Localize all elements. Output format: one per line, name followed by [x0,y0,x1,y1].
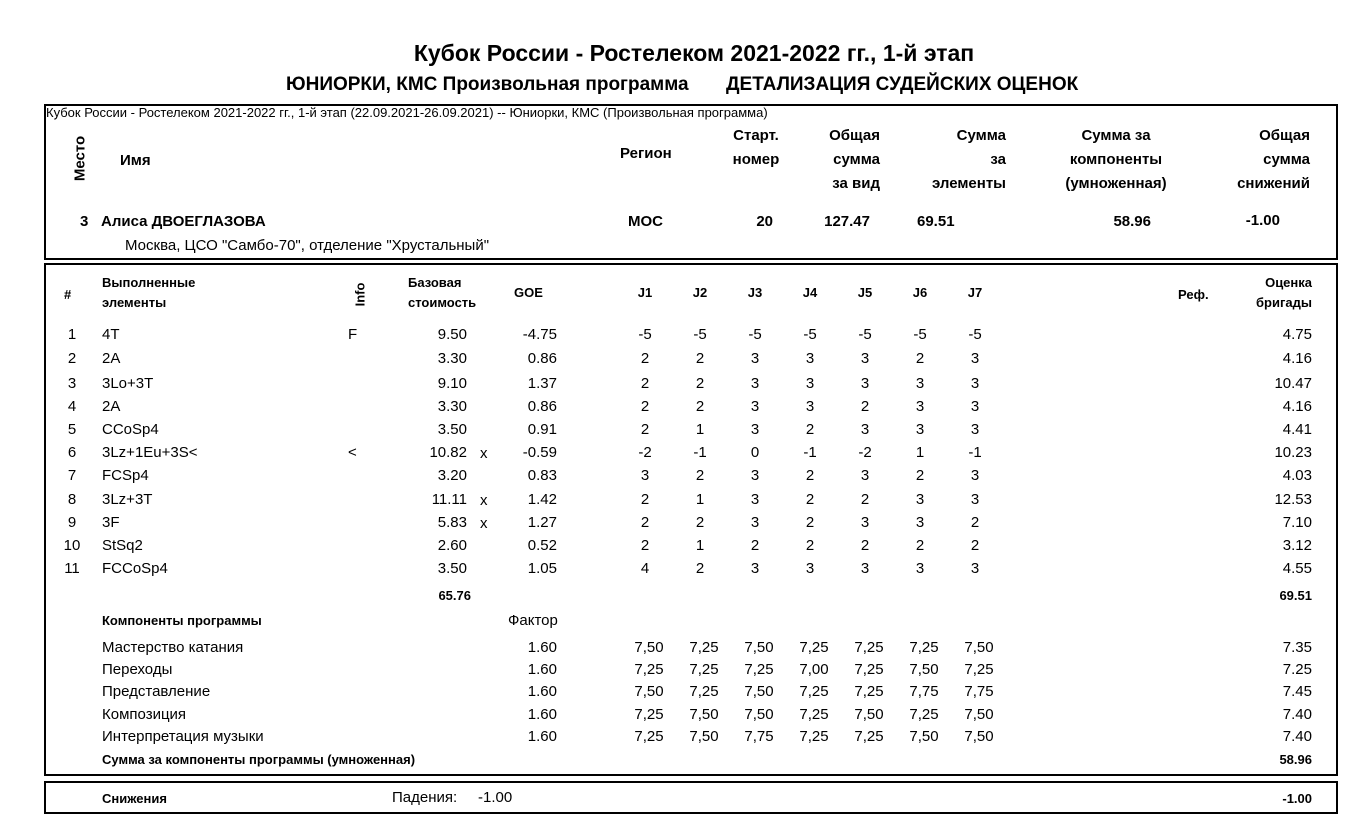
base-value-total: 65.76 [438,588,471,603]
judge-mark: 7,75 [909,683,939,700]
judge-mark: 3 [805,398,815,415]
row-number: 8 [67,491,77,508]
element-code: FCCoSp4 [102,560,168,577]
judge-header: J2 [692,285,708,300]
judge-header: J1 [637,285,653,300]
element-goe: -0.59 [522,444,557,461]
header-deductions-sum: Общая сумма снижений [1237,127,1310,192]
judge-mark: 3 [970,491,980,508]
judge-mark: 7,25 [634,661,664,678]
element-panel-score: 4.55 [1282,560,1312,577]
judge-mark: 7,50 [854,706,884,723]
judge-mark: 7,50 [909,728,939,745]
judge-mark: -5 [638,326,652,343]
skater-name: Алиса ДВОЕГЛАЗОВА [101,213,266,230]
element-base-value: 10.82 [429,444,467,461]
judge-mark: 7,25 [909,639,939,656]
component-name: Интерпретация музыки [102,728,264,745]
judge-mark: 0 [750,444,760,461]
element-goe: 0.86 [527,350,557,367]
judge-mark: 7,25 [744,661,774,678]
judge-mark: 2 [805,491,815,508]
judge-mark: 2 [805,467,815,484]
element-code: 3Lz+3T [102,491,153,508]
judge-mark: 4 [640,560,650,577]
col-header-base-value: Базовая стоимость [408,275,477,310]
component-factor: 1.60 [527,706,557,723]
row-number: 2 [67,350,77,367]
element-code: 4T [102,326,120,343]
component-panel-score: 7.40 [1282,706,1312,723]
element-base-value: 3.50 [437,421,467,438]
judge-mark: -2 [858,444,872,461]
header-region: Регион [620,145,672,162]
row-number: 10 [63,537,81,554]
element-goe: -4.75 [522,326,557,343]
judge-mark: 7,50 [964,706,994,723]
element-code: 3Lo+3T [102,375,154,392]
skater-region: МОС [628,213,663,230]
judge-mark: 3 [915,375,925,392]
judge-mark: 2 [640,375,650,392]
deductions-total: -1.00 [1282,791,1312,806]
factor-header: Фактор [508,612,558,629]
judge-mark: 7,25 [689,661,719,678]
component-panel-score: 7.35 [1282,639,1312,656]
judge-mark: 3 [750,350,760,367]
col-header-element: Выполненные элементы [102,275,196,310]
judge-mark: 2 [915,467,925,484]
judge-mark: 3 [860,350,870,367]
component-panel-score: 7.25 [1282,661,1312,678]
judge-mark: 7,50 [964,639,994,656]
element-panel-score: 10.23 [1274,444,1312,461]
judge-mark: 3 [915,560,925,577]
falls-label: Падения: [392,789,458,806]
judge-mark: 2 [750,537,760,554]
page-subtitle-report: ДЕТАЛИЗАЦИЯ СУДЕЙСКИХ ОЦЕНОК [726,74,1079,95]
skater-club: Москва, ЦСО "Самбо-70", отделение "Хрустальный" [125,237,490,254]
row-number: 7 [67,467,77,484]
header-name: Имя [120,152,151,169]
judge-mark: 3 [750,398,760,415]
skater-start-number: 20 [756,213,773,230]
judge-mark: -5 [913,326,927,343]
judge-mark: -5 [748,326,762,343]
header-components-sum: Сумма за компоненты (умноженная) [1065,127,1167,192]
components-total: 58.96 [1279,752,1312,767]
header-elements-sum: Сумма за элементы [931,127,1006,192]
judge-mark: 3 [640,467,650,484]
element-code: 3F [102,514,120,531]
judge-mark: 2 [695,350,705,367]
judge-mark: -5 [968,326,982,343]
judge-mark: 7,25 [854,683,884,700]
skater-place: 3 [80,213,89,230]
judge-mark: 2 [915,350,925,367]
judge-mark: -1 [968,444,982,461]
deductions-label: Снижения [102,791,167,806]
element-panel-score: 4.16 [1282,350,1312,367]
judge-mark: 7,50 [909,661,939,678]
element-panel-score: 7.10 [1282,514,1312,531]
element-panel-score: 4.03 [1282,467,1312,484]
element-info: < [348,444,357,461]
judge-mark: 7,50 [744,683,774,700]
judge-mark: 7,25 [964,661,994,678]
judge-mark: -2 [638,444,652,461]
judge-mark: 7,25 [634,728,664,745]
judge-mark: 1 [695,537,705,554]
event-line: Кубок России - Ростелеком 2021-2022 гг., 1-й этап (22.09.2021-26.09.2021) -- Юниорки, КМС (Произвольная программа) [46,105,768,120]
element-code: 2A [102,398,121,415]
col-header-goe: GOE [514,285,543,300]
component-factor: 1.60 [527,639,557,656]
row-number: 5 [67,421,77,438]
judge-mark: 7,50 [964,728,994,745]
element-base-value: 3.30 [437,398,467,415]
judge-mark: 2 [640,398,650,415]
element-base-value: 11.11 [431,491,467,508]
judge-mark: 3 [860,514,870,531]
judge-mark: 1 [695,421,705,438]
judge-mark: 7,25 [799,706,829,723]
element-base-value: 9.50 [437,326,467,343]
judge-mark: 3 [860,421,870,438]
judge-header: J3 [747,285,763,300]
component-panel-score: 7.45 [1282,683,1312,700]
judge-mark: 2 [640,514,650,531]
row-number: 9 [67,514,77,531]
element-base-value: 9.10 [437,375,467,392]
row-number: 3 [67,375,77,392]
component-factor: 1.60 [527,728,557,745]
judge-header: J4 [802,285,818,300]
judge-mark: 3 [750,560,760,577]
judge-mark: 7,50 [744,706,774,723]
element-code: 2A [102,350,121,367]
judge-mark: 7,25 [799,683,829,700]
judge-mark: 3 [915,514,925,531]
skater-components-score: 58.96 [1113,213,1151,230]
element-code: FCSp4 [102,467,149,484]
judge-mark: 7,25 [689,683,719,700]
judge-mark: 7,75 [744,728,774,745]
element-panel-score: 4.75 [1282,326,1312,343]
judge-mark: 3 [750,375,760,392]
skater-elements-score: 69.51 [917,213,955,230]
judge-mark: 2 [640,537,650,554]
element-info: F [348,326,358,343]
header-total: Общая сумма за вид [829,127,880,192]
element-base-value: 2.60 [437,537,467,554]
element-goe: 0.86 [527,398,557,415]
judge-mark: 2 [640,421,650,438]
judge-mark: 7,50 [689,728,719,745]
judge-mark: 3 [750,514,760,531]
element-bonus-mark: x [480,515,488,532]
element-base-value: 3.50 [437,560,467,577]
judge-mark: 7,25 [634,706,664,723]
judge-mark: -1 [693,444,707,461]
element-goe: 0.52 [527,537,557,554]
deductions-box [44,781,1338,814]
element-base-value: 3.30 [437,350,467,367]
judge-mark: 3 [915,421,925,438]
row-number: 4 [67,398,77,415]
judge-mark: 3 [805,560,815,577]
judge-mark: 3 [750,421,760,438]
judge-mark: 2 [695,560,705,577]
col-header-num: # [64,287,72,302]
element-panel-score: 4.41 [1282,421,1312,438]
element-goe: 0.83 [527,467,557,484]
judge-mark: 2 [695,467,705,484]
judge-mark: -5 [858,326,872,343]
judge-mark: 7,25 [799,728,829,745]
skater-total-score: 127.47 [824,213,870,230]
judge-mark: 7,25 [799,639,829,656]
component-name: Мастерство катания [102,639,244,656]
judge-mark: 3 [750,491,760,508]
element-base-value: 5.83 [437,514,467,531]
element-panel-score: 12.53 [1274,491,1312,508]
judge-mark: 3 [970,398,980,415]
judge-mark: 7,75 [964,683,994,700]
judge-mark: 3 [860,560,870,577]
page-subtitle-program: ЮНИОРКИ, КМС Произвольная программа [286,74,689,95]
judge-mark: 2 [695,398,705,415]
judge-mark: 3 [970,467,980,484]
judge-mark: 2 [805,537,815,554]
element-panel-score: 4.16 [1282,398,1312,415]
element-base-value: 3.20 [437,467,467,484]
judge-mark: 3 [970,350,980,367]
judge-mark: 7,25 [909,706,939,723]
judge-mark: -5 [803,326,817,343]
judge-mark: 3 [915,491,925,508]
judge-mark: 2 [640,491,650,508]
element-bonus-mark: x [480,492,488,509]
component-name: Переходы [102,661,173,678]
judge-mark: 7,25 [854,728,884,745]
judge-mark: 2 [915,537,925,554]
judge-mark: 7,50 [744,639,774,656]
row-number: 1 [67,326,77,343]
component-factor: 1.60 [527,661,557,678]
element-code: 3Lz+1Eu+3S< [102,444,198,461]
judge-mark: 7,50 [634,639,664,656]
judge-mark: 3 [805,375,815,392]
judge-mark: 2 [695,375,705,392]
judge-mark: 1 [695,491,705,508]
judge-mark: 3 [970,375,980,392]
judge-mark: 2 [805,421,815,438]
judge-mark: 3 [805,350,815,367]
component-panel-score: 7.40 [1282,728,1312,745]
judge-mark: 2 [860,537,870,554]
component-factor: 1.60 [527,683,557,700]
header-start-number: Старт. номер [732,127,780,168]
judge-mark: 2 [970,514,980,531]
element-code: CCoSp4 [102,421,159,438]
row-number: 6 [67,444,77,461]
judge-mark: 7,25 [854,639,884,656]
judge-mark: 3 [970,421,980,438]
judge-mark: -5 [693,326,707,343]
judge-mark: 1 [915,444,925,461]
element-goe: 1.42 [527,491,557,508]
components-header: Компоненты программы [102,613,262,628]
judge-mark: 7,50 [634,683,664,700]
row-number: 11 [64,560,80,577]
judge-mark: 3 [970,560,980,577]
element-goe: 1.37 [527,375,557,392]
skater-deductions: -1.00 [1245,212,1280,229]
element-panel-score: 10.47 [1274,375,1312,392]
element-goe: 1.27 [527,514,557,531]
col-header-panel-score: Оценка бригады [1256,275,1312,310]
judge-mark: 3 [915,398,925,415]
judge-header: J5 [857,285,873,300]
judge-header: J7 [967,285,983,300]
element-code: StSq2 [102,537,143,554]
judge-mark: 2 [970,537,980,554]
judge-mark: 2 [860,398,870,415]
judge-mark: 3 [860,467,870,484]
judge-mark: 2 [695,514,705,531]
judge-header: J6 [912,285,928,300]
judge-mark: -1 [803,444,817,461]
judge-mark: 7,25 [689,639,719,656]
col-header-info: Info [352,282,368,307]
element-goe: 0.91 [527,421,557,438]
falls-value: -1.00 [478,789,513,806]
elements-score-total: 69.51 [1279,588,1312,603]
header-place: Место [71,135,89,182]
element-goe: 1.05 [527,560,557,577]
judge-mark: 3 [860,375,870,392]
judge-mark: 7,25 [854,661,884,678]
col-header-ref: Реф. [1178,287,1209,302]
judge-mark: 2 [805,514,815,531]
judge-mark: 2 [640,350,650,367]
judge-mark: 7,50 [689,706,719,723]
element-bonus-mark: x [480,445,488,462]
component-name: Композиция [102,706,187,723]
judge-mark: 3 [750,467,760,484]
components-total-label: Сумма за компоненты программы (умноженная) [102,752,416,767]
judge-mark: 7,00 [799,661,829,678]
judge-mark: 2 [860,491,870,508]
component-name: Представление [102,683,211,700]
element-panel-score: 3.12 [1282,537,1312,554]
page-title: Кубок России - Ростелеком 2021-2022 гг., 1-й этап [413,40,975,66]
